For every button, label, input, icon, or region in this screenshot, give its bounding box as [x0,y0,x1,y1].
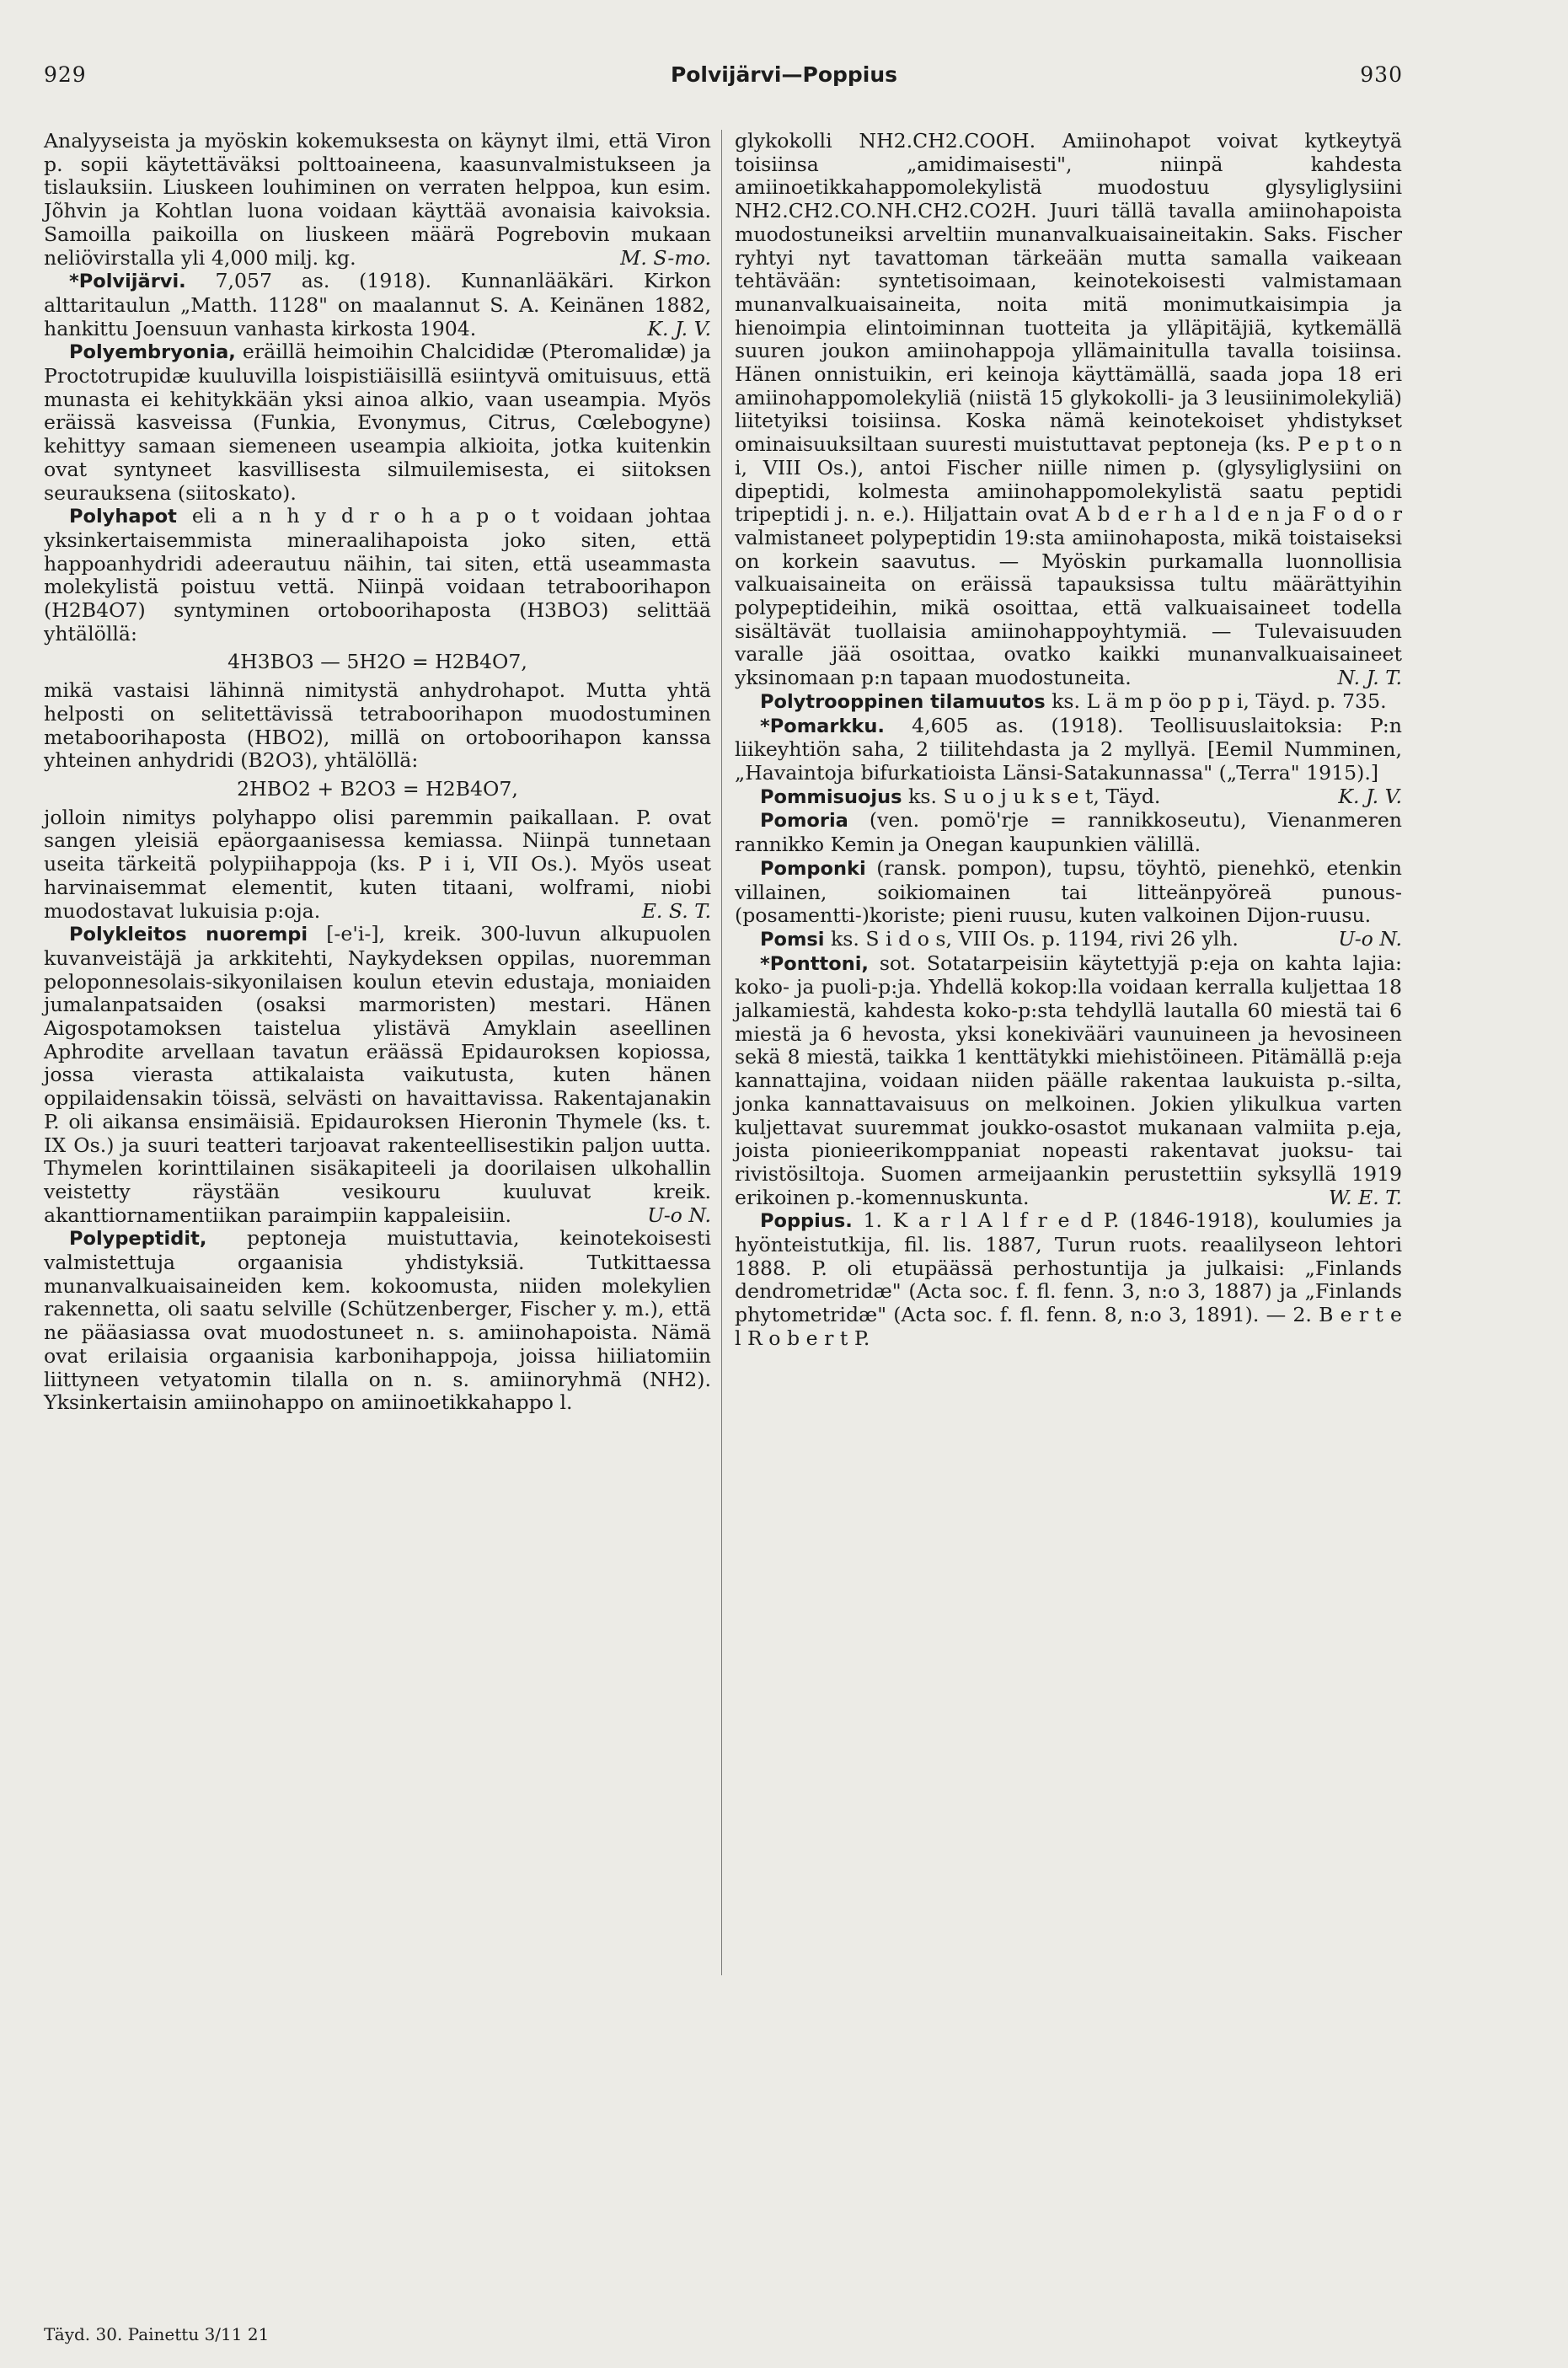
entry-term: Pomsi [760,928,825,951]
right-column [735,130,1402,1351]
author-signature: E. S. T. [641,898,711,923]
entry-paragraph: Pomsi ks. S i d o s, VIII Os. p. 1194, rivi 26 ylh. [760,926,1239,951]
entry-term: Pomponki [760,857,866,880]
entry-term: *Polvijärvi. [69,271,186,293]
author-signature: U-o N. [647,1203,711,1227]
entry-paragraph: Pomponki (ransk. pompon), tupsu, töyhtö, pienehkö, etenkin villainen, soikiomainen tai litteänpyöreä punous-(posamentti-)koriste; pieni ruusu, kuten valkoinen Dijon-ruusu. U-o N. [735,855,1403,951]
entry-paragraph: Polykleitos nuorempi [-e'i-], kreik. 300-luvun alkupuolen kuvanveistäjä ja arkkitehti, Naykydeksen oppilas, nuoremman peloponnesolais-sikyonilaisen koulun etevin edustaja, moniaiden jumalanpatsaiden (osaksi marmoristen) mestari. Hänen Aigospotamoksen taistelua ylistävä Amyklain aseellinen Aphrodite arvellaan tavatun eräässä Epidauroksen kopiossa, jossa vierasta attikalaista vaikutusta, kuten hänen oppilaidensakin töissä, selvästi on havaittavissa. Rakentajanakin P. oli aikansa ensimäisiä. Epidauroksen Hieronin Thymele (ks. t. IX Os.) ja suuri teatteri tarjoavat rakenteellisestikin paljon uutta. Thymelen korinttilainen sisäkapiteeli ja doorilaisen ulkohallin veistetty räystään vesikouru kuuluvat kreik. akanttiornamentiikan paraimpiin kappaleisiin. U-o N. [44,922,711,1227]
entry-term: *Pomarkku. [760,715,885,737]
left-column [44,130,711,1415]
author-signature: K. J. V. [647,316,711,340]
entry-paragraph: Analyyseista ja myöskin kokemuksesta on käynyt ilmi, että Viron p. sopii käytettäväksi polttoaineena, kaasunvalmistukseen ja tislauksiin. Liuskeen louhiminen on verraten helppoa, kun esim. Jõhvin ja Kohtlan luona voidaan käyttää avonaisia kaivoksia. Samoilla paikoilla on liuskeen määrä Pogrebovin mukaan neliövirstalla yli 4,000 milj. kg. M. S-mo. [44,129,711,270]
page-running-title: Polvijärvi—Poppius [670,62,898,87]
entry-term: Pomoria [760,810,848,833]
column-divider [721,130,722,1975]
author-signature: N. J. T. [1337,666,1402,690]
page-number-right: 930 [1360,62,1403,87]
entry-paragraph: *Pomarkku. 4,605 as. (1918). Teollisuuslaitoksia: P:n liikeyhtiön saha, 2 tiilitehdasta ja 2 myllyä. [Eemil Numminen, „Havaintoja bifurkatioista Länsi-Satakunnassa" („Terra" 1915).] K. J. V. [735,713,1403,808]
entry-term: *Ponttoni, [760,952,869,975]
entry-paragraph: Polypeptidit, peptoneja muistuttavia, keinotekoisesti valmistettuja orgaanisia yhdistyksiä. Tutkittaessa munanvalkuaisaineiden kem. kokoomusta, niiden molekylien rakennetta, oli saatu selville (Schützenberger, Fischer y. m.), että ne pääasiassa ovat muodostuneet n. s. amiinohapoista. Nämä ovat erilaisia orgaanisia karbonihappoja, joissa hiiliatomiin liittyneen vetyatomin tilalla on n. s. amiinoryhmä (NH2). Yksinkertaisin amiinohappo on amiinoetikkahappo l. [44,1226,712,1415]
entry-paragraph: Polytrooppinen tilamuutos ks. L ä m p öo p p i, Täyd. p. 735. [760,688,1387,713]
entry-term: Pommisuojus [760,785,902,808]
entry-term: Polypeptidit, [69,1228,207,1251]
entry-paragraph: Poppius. 1. K a r l A l f r e d P. (1846-1918), koulumies ja hyönteistutkija, fil. lis. 1887, Turun ruots. reaalilyseon lehtori 1888. P. oli etupäässä perhostuntija ja julkaisi: „Finlands dendrometridæ" (Acta soc. f. fl. fenn. 3, n:o 3, 1887) ja „Finlands phytometridæ" (Acta soc. f. fl. fenn. 8, n:o 3, 1891). — 2. B e r t e l R o b e r t P. [735,1208,1402,1350]
page-header [0,62,1568,96]
author-signature: U-o N. [1338,926,1402,951]
page-number-left: 929 [44,62,87,87]
entry-paragraph: Polyhapot eli a n h y d r o h a p o t voidaan johtaa yksinkertaisemmista mineraalihapoista joko siten, että happoanhydridi adeerautuu näihin, tai siten, että useammasta molekylistä poistuu vettä. Niinpä voidaan tetraboorihapon (H2B4O7) syntyminen ortoboorihaposta (H3BO3) selittää yhtälöllä: [44,504,711,646]
entry-paragraph: Pommisuojus ks. S u o j u k s e t, Täyd. [760,784,1161,808]
entry-term: Polyembryonia, [69,341,236,364]
entry-paragraph: glykokolli NH2.CH2.COOH. Amiinohapot voivat kytkeytyä toisiinsa „amidimaisesti", niinpä kahdesta amiinoetikkahappomolekylistä muodostuu glysyliglysiini NH2.CH2.CO.NH.CH2.CO2H. Juuri tällä tavalla amiinohapoista muodostuneiksi arveltiin munanvalkuaisaineitakin. Saks. Fischer ryhtyi nyt tavattoman tärkeään mutta samalla vaikeaan tehtävään: syntetisoimaan, keinotekoisesti valmistamaan munanvalkuaisaineita, noita mitä monimutkaisimpia ja hienoimpia elintoiminnan tuotteita ja ylläpitäjiä, kytkemällä suuren joukon amiinohappoja yllämainitulla tavalla toisiinsa. Hänen onnistuikin, eri keinoja käyttämällä, saada jopa 18 eri amiinohappomolekyliä (niistä 15 glykokolli- ja 3 leusiinimolekyliä) liitetyiksi toisiinsa. Koska nämä keinotekoiset yhdistykset ominaisuuksiltaan suuresti muistuttavat peptoneja (ks. P e p t o n i, VIII Os.), antoi Fischer niille nimen p. (glysyliglysiini on dipeptidi, kolmesta amiinohappomolekylistä saatu peptidi tripeptidi j. n. e.). Hiljattain ovat A b d e r h a l d e n ja F o d o r valmistaneet polypeptidin 19:sta amiinohaposta, mikä toistaiseksi on korkein saavutus. — Myöskin purkamalla luonnollisia valkuaisaineita on eräissä tapauksissa tultu määrättyihin polypeptideihin, mikä osoittaa, että valkuaisaineet todella sisältävät tuollaisia amiinohappoyhtymiä. — Tulevaisuuden varalle jää osoittaa, ovatko kaikki munanvalkuaisaineet yksinomaan p:n tapaan muodostuneita. N. J. T. [735,129,1402,690]
entry-paragraph: mikä vastaisi lähinnä nimitystä anhydrohapot. Mutta yhtä helposti on selitettävissä tetraboorihapon muodostuminen metaboorihaposta (HBO2), millä on ortoboorihapon kanssa yhteinen anhydridi (B2O3), yhtälöllä: [44,678,711,773]
entry-term: Polykleitos nuorempi [69,924,308,946]
print-footer: Täyd. 30. Painettu 3/11 21 [44,2324,270,2344]
entry-paragraph: *Ponttoni, sot. Sotatarpeisiin käytettyjä p:eja on kahta lajia: koko- ja puoli-p:ja. Yhdellä kokop:lla voidaan kerralla kuljettaa 18 jalkamiestä, kahdesta koko-p:sta tehdyllä lautalla 60 miestä tai 6 miestä ja 6 hevosta, yksi konekivääri vaunuineen ja hevosineen sekä 8 miestä, taikka 1 kenttätykki miehistöineen. Pitämällä p:eja kannattajina, voidaan niiden päälle rakentaa laukuista p.-silta, jonka kannattavaisuus on melkoinen. Jokien ylikulkua varten kuljettavat suuremmat joukko-osastot mukanaan valmiita p.eja, joista pionieerikomppaniat nopeasti rakentavat juoksu- tai rivistösiltoja. Suomen armeijaankin perustettiin syksyllä 1919 erikoinen p.-komennuskunta. W. E. T. [735,951,1402,1209]
chemical-equation: 2HBO2 + B2O3 = H2B4O7, [237,776,518,801]
entry-paragraph: Polyembryonia, eräillä heimoihin Chalcididæ (Pteromalidæ) ja Proctotrupidæ kuuluvilla loispistiäisillä esiintyvä omituisuus, että munasta ei kehitykkään yksi ainoa alkio, vaan useampia. Myös eräissä kasveissa (Funkia, Evonymus, Citrus, Cœlebogyne) kehittyy samaan siemeneen useampia alkioita, jotka kuitenkin ovat syntyneet kasvillisesta silmuilemisesta, ei siitoksen seurauksena (siitoskato). [44,340,711,505]
entry-paragraph: Pomoria (ven. pomö'rje = rannikkoseutu), Vienanmeren rannikko Kemin ja Onegan kaupunkien välillä. [735,808,1403,857]
chemical-equation: 4H3BO3 — 5H2O = H2B4O7, [227,650,527,674]
entry-term: Polyhapot [69,506,177,528]
entry-paragraph: *Polvijärvi. 7,057 as. (1918). Kunnanlääkäri. Kirkon alttaritaulun „Matth. 1128" on maalannut S. A. Keinänen 1882, hankittu Joensuun vanhasta kirkosta 1904. K. J. V. [44,269,712,340]
entry-term: Poppius. [760,1210,853,1233]
author-signature: K. J. V. [1338,784,1402,808]
author-signature: M. S-mo. [620,245,711,270]
author-signature: W. E. T. [1328,1185,1402,1209]
entry-paragraph: jolloin nimitys polyhappo olisi paremmin paikallaan. P. ovat sangen yleisiä epäorgaanisessa kemiassa. Niinpä tunnetaan useita tärkeitä polypiihappoja (ks. P i i, VII Os.). Myös useat harvinaisemmat elementit, kuten titaani, wolframi, niobi muodostavat lukuisia p:oja. E. S. T. [44,805,711,923]
entry-term: Polytrooppinen tilamuutos [760,690,1046,713]
